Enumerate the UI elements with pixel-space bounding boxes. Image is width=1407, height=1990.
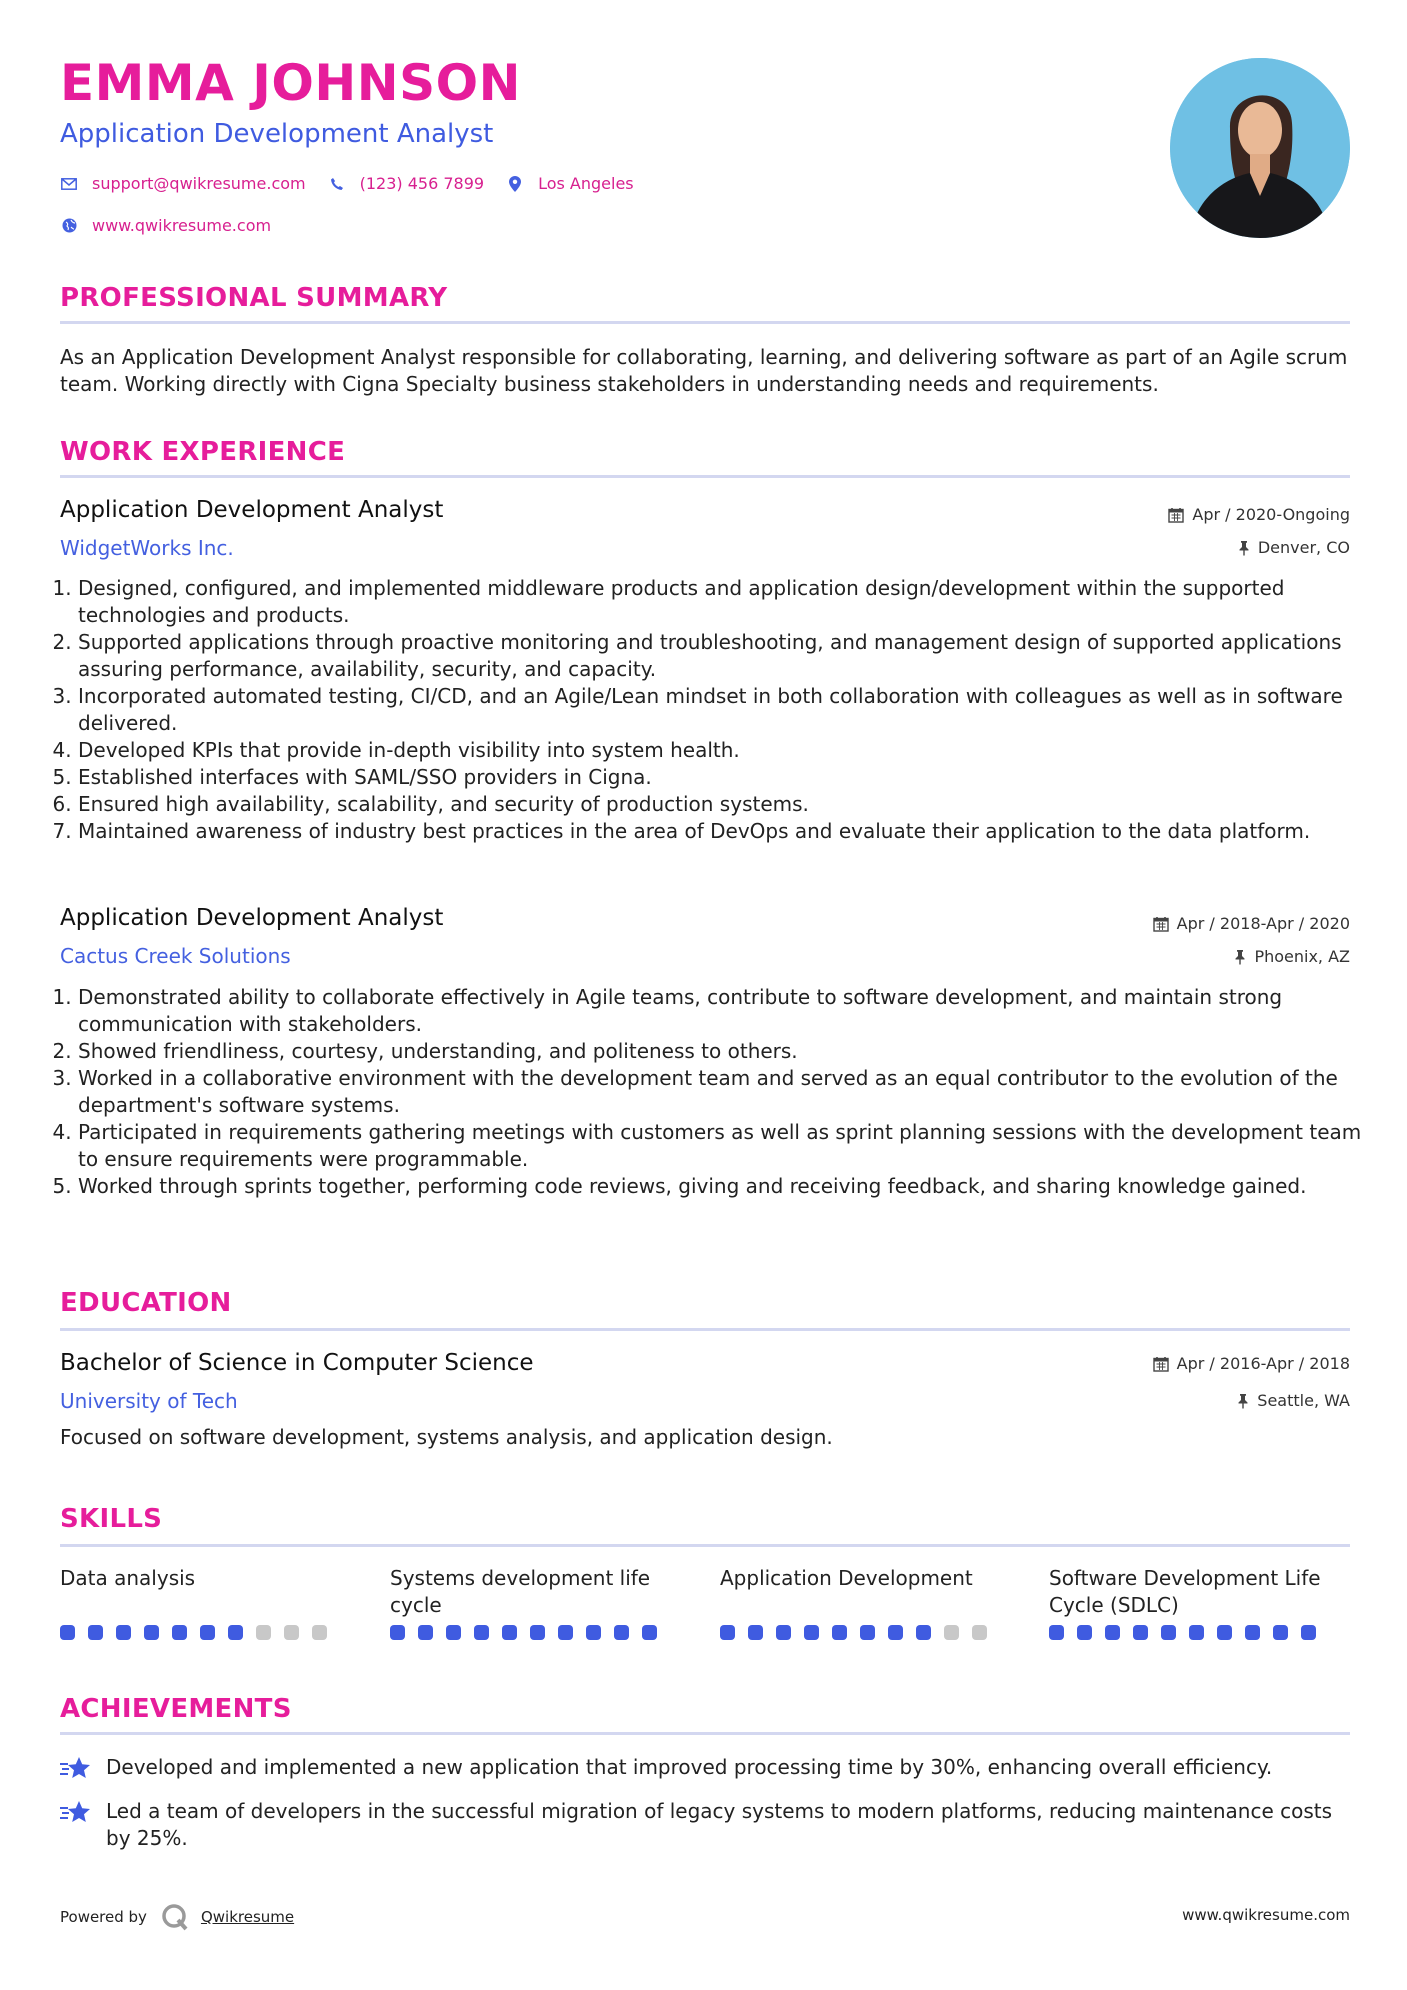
envelope-icon bbox=[60, 175, 78, 193]
degree-title: Bachelor of Science in Computer Science bbox=[60, 1350, 534, 1376]
job-location bbox=[1238, 540, 1350, 556]
skill-dot-filled bbox=[228, 1625, 243, 1640]
skill-rating bbox=[1049, 1625, 1349, 1640]
achievement-text: Led a team of developers in the successful migration of legacy systems to modern platforms, reducing maintenance costs by 25%. bbox=[106, 1799, 1333, 1850]
skill-dot-filled bbox=[1077, 1625, 1092, 1640]
candidate-name: EMMA JOHNSON bbox=[60, 54, 521, 112]
skill-dot-filled bbox=[390, 1625, 405, 1640]
education-dates bbox=[1153, 1356, 1350, 1372]
location-text: Los Angeles bbox=[538, 174, 634, 193]
star-badge-icon bbox=[60, 1798, 106, 1852]
achievement-item bbox=[60, 1754, 1350, 1786]
list-item: 2. Supported applications through proactive monitoring and troubleshooting, and management design of supported applications assuring performance, availability, security, and capacity. bbox=[78, 629, 1368, 683]
calendar-icon bbox=[1153, 916, 1169, 932]
phone-text[interactable]: (123) 456 7899 bbox=[359, 174, 485, 193]
calendar-icon bbox=[1153, 1356, 1169, 1372]
job-dates-text: Apr / 2018-Apr / 2020 bbox=[1176, 914, 1350, 933]
skill-dot-filled bbox=[558, 1625, 573, 1640]
education-dates-text: Apr / 2016-Apr / 2018 bbox=[1176, 1354, 1350, 1373]
skill-dot-filled bbox=[804, 1625, 819, 1640]
skill-dot-empty bbox=[256, 1625, 271, 1640]
divider bbox=[60, 1732, 1350, 1735]
candidate-title: Application Development Analyst bbox=[60, 119, 494, 149]
divider bbox=[60, 475, 1350, 478]
list-item: 2. Showed friendliness, courtesy, understanding, and politeness to others. bbox=[78, 1038, 1368, 1065]
skill-dot-filled bbox=[1273, 1625, 1288, 1640]
skill-dot-filled bbox=[144, 1625, 159, 1640]
skill-dot-filled bbox=[1217, 1625, 1232, 1640]
list-item: 7. Maintained awareness of industry best practices in the area of DevOps and evaluate their application to the data platform. bbox=[78, 818, 1368, 845]
star-badge-icon bbox=[60, 1754, 106, 1786]
pushpin-icon bbox=[1238, 540, 1250, 556]
pushpin-icon bbox=[1234, 949, 1246, 965]
job-company: WidgetWorks Inc. bbox=[60, 536, 234, 560]
skill-dot-filled bbox=[1133, 1625, 1148, 1640]
skill-dot-empty bbox=[944, 1625, 959, 1640]
experience-heading: WORK EXPERIENCE bbox=[60, 437, 346, 467]
list-item: 6. Ensured high availability, scalability, and security of production systems. bbox=[78, 791, 1368, 818]
map-pin-icon bbox=[506, 175, 524, 193]
job-dates bbox=[1153, 916, 1350, 932]
list-item: 1. Designed, configured, and implemented middleware products and application design/development within the supported technologies and products. bbox=[78, 575, 1368, 629]
job-dates-text: Apr / 2020-Ongoing bbox=[1192, 505, 1350, 524]
skill-name: Application Development bbox=[720, 1566, 973, 1590]
divider bbox=[60, 321, 1350, 324]
divider bbox=[60, 1544, 1350, 1547]
skill-dot-filled bbox=[916, 1625, 931, 1640]
job-location-text: Phoenix, AZ bbox=[1254, 947, 1350, 966]
powered-by-label: Powered by bbox=[60, 1908, 147, 1926]
school-name: University of Tech bbox=[60, 1389, 238, 1413]
skill-dot-filled bbox=[720, 1625, 735, 1640]
footer-site[interactable]: www.qwikresume.com bbox=[1182, 1906, 1350, 1924]
phone-icon bbox=[328, 175, 346, 193]
list-item: 4. Developed KPIs that provide in-depth visibility into system health. bbox=[78, 737, 1368, 764]
skill-dot-filled bbox=[418, 1625, 433, 1640]
skill-name: Software Development Life Cycle (SDLC) bbox=[1049, 1566, 1321, 1617]
job-title: Application Development Analyst bbox=[60, 905, 444, 931]
list-item: 3. Incorporated automated testing, CI/CD, and an Agile/Lean mindset in both collaboration with colleagues as well as in software delivered. bbox=[78, 683, 1368, 737]
education-heading: EDUCATION bbox=[60, 1288, 232, 1318]
education-description: Focused on software development, systems analysis, and application design. bbox=[60, 1425, 833, 1449]
job-location bbox=[1234, 949, 1350, 965]
skill-dot-filled bbox=[776, 1625, 791, 1640]
skill-rating bbox=[390, 1625, 690, 1640]
list-item: 3. Worked in a collaborative environment with the development team and served as an equal contributor to the evolution of the department's software systems. bbox=[78, 1065, 1368, 1119]
achievement-text: Developed and implemented a new application that improved processing time by 30%, enhancing overall efficiency. bbox=[106, 1755, 1273, 1779]
job-bullets bbox=[60, 575, 1368, 845]
skill-dot-filled bbox=[1245, 1625, 1260, 1640]
footer-powered-by bbox=[60, 1903, 294, 1931]
qwikresume-logo-icon bbox=[161, 1903, 189, 1931]
skill-dot-filled bbox=[1189, 1625, 1204, 1640]
job-location-text: Denver, CO bbox=[1257, 538, 1350, 557]
globe-icon bbox=[60, 217, 78, 235]
skill-dot-filled bbox=[832, 1625, 847, 1640]
job-title: Application Development Analyst bbox=[60, 497, 444, 523]
skill-dot-filled bbox=[502, 1625, 517, 1640]
skill-dot-filled bbox=[60, 1625, 75, 1640]
skill-dot-filled bbox=[888, 1625, 903, 1640]
skill-item bbox=[60, 1565, 360, 1640]
pushpin-icon bbox=[1237, 1393, 1249, 1409]
skill-dot-filled bbox=[530, 1625, 545, 1640]
skill-dot-filled bbox=[642, 1625, 657, 1640]
skill-dot-empty bbox=[284, 1625, 299, 1640]
skill-dot-filled bbox=[88, 1625, 103, 1640]
skill-dot-filled bbox=[748, 1625, 763, 1640]
skill-dot-filled bbox=[474, 1625, 489, 1640]
email-link[interactable]: support@qwikresume.com bbox=[92, 174, 306, 193]
skill-item bbox=[1049, 1565, 1349, 1640]
divider bbox=[60, 1328, 1350, 1331]
summary-heading: PROFESSIONAL SUMMARY bbox=[60, 283, 448, 313]
skill-dot-filled bbox=[172, 1625, 187, 1640]
profile-photo bbox=[1170, 58, 1350, 238]
achievement-item bbox=[60, 1798, 1350, 1852]
skill-item bbox=[720, 1565, 1020, 1640]
summary-text: As an Application Development Analyst responsible for collaborating, learning, and delivering software as part of an Agile scrum team. Working directly with Cigna Specialty business stakeholders in understanding needs and requirements. bbox=[60, 345, 1348, 396]
education-location-text: Seattle, WA bbox=[1257, 1391, 1350, 1410]
skill-dot-filled bbox=[1105, 1625, 1120, 1640]
skill-dot-empty bbox=[312, 1625, 327, 1640]
website-link[interactable]: www.qwikresume.com bbox=[92, 216, 272, 235]
skill-item bbox=[390, 1565, 690, 1640]
skill-dot-filled bbox=[1161, 1625, 1176, 1640]
skills-heading: SKILLS bbox=[60, 1504, 163, 1534]
skill-dot-filled bbox=[586, 1625, 601, 1640]
list-item: 5. Established interfaces with SAML/SSO providers in Cigna. bbox=[78, 764, 1368, 791]
skill-name: Systems development life cycle bbox=[390, 1566, 651, 1617]
brand-link[interactable]: Qwikresume bbox=[200, 1908, 295, 1926]
contact-row bbox=[60, 174, 656, 193]
skill-dot-filled bbox=[116, 1625, 131, 1640]
skill-dot-filled bbox=[614, 1625, 629, 1640]
skill-rating bbox=[720, 1625, 1020, 1640]
calendar-icon bbox=[1168, 507, 1184, 523]
job-company: Cactus Creek Solutions bbox=[60, 944, 291, 968]
list-item: 5. Worked through sprints together, performing code reviews, giving and receiving feedback, and sharing knowledge gained. bbox=[78, 1173, 1368, 1200]
skill-dot-filled bbox=[860, 1625, 875, 1640]
job-bullets bbox=[60, 984, 1368, 1200]
skill-name: Data analysis bbox=[60, 1566, 196, 1590]
list-item: 4. Participated in requirements gathering meetings with customers as well as sprint planning sessions with the development team to ensure requirements were programmable. bbox=[78, 1119, 1368, 1173]
job-dates bbox=[1168, 507, 1350, 523]
skill-rating bbox=[60, 1625, 360, 1640]
skill-dot-filled bbox=[200, 1625, 215, 1640]
achievements-heading: ACHIEVEMENTS bbox=[60, 1694, 292, 1724]
website-row bbox=[60, 216, 293, 235]
skill-dot-filled bbox=[446, 1625, 461, 1640]
education-location bbox=[1237, 1393, 1350, 1409]
list-item: 1. Demonstrated ability to collaborate effectively in Agile teams, contribute to software development, and maintain strong communication with stakeholders. bbox=[78, 984, 1368, 1038]
skill-dot-empty bbox=[972, 1625, 987, 1640]
skill-dot-filled bbox=[1049, 1625, 1064, 1640]
skill-dot-filled bbox=[1301, 1625, 1316, 1640]
